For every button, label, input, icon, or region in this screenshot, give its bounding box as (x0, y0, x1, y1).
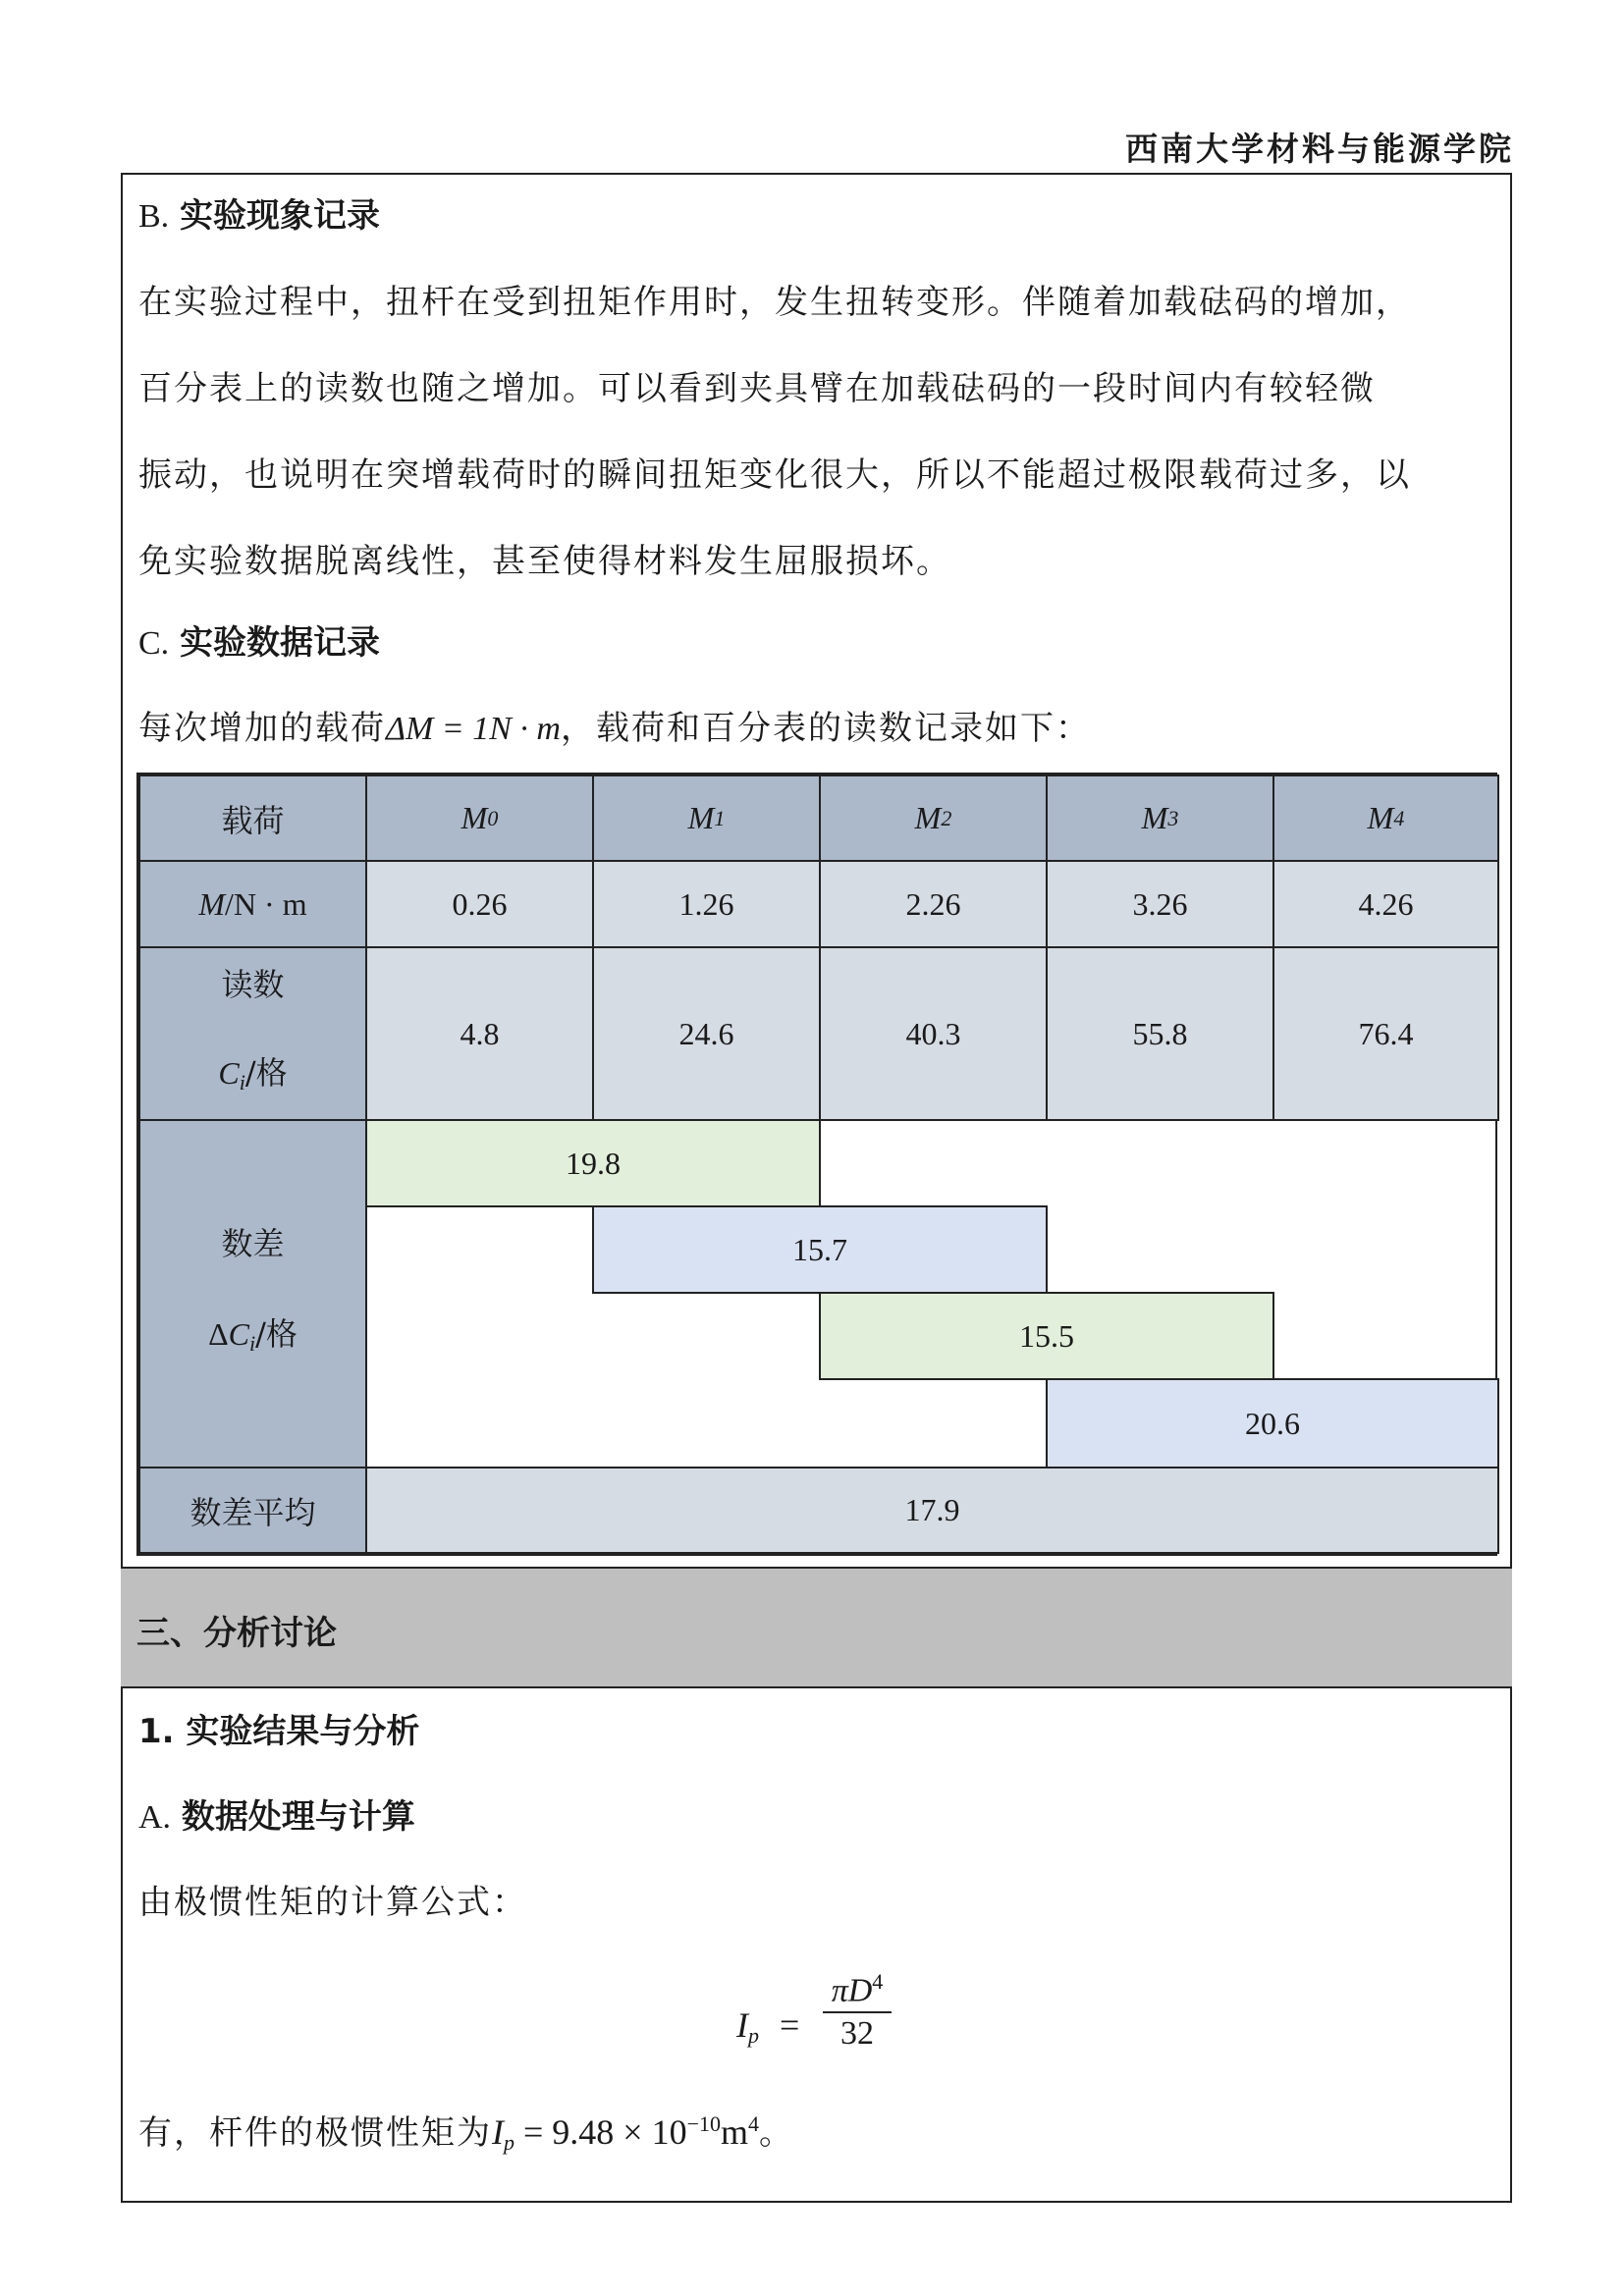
load-symbol-m1: M 1 (592, 774, 821, 862)
difference-value-cell: 15.7 (592, 1205, 1048, 1294)
average-label-cell: 数差平均 (138, 1467, 367, 1554)
reading-value-cell: 76.4 (1272, 946, 1499, 1121)
paragraph-line: 百分表上的读数也随之增加。可以看到夹具臂在加载砝码的一段时间内有较轻微 (138, 369, 1376, 408)
paragraph-line: 振动，也说明在突增载荷时的瞬间扭矩变化很大，所以不能超过极限载荷过多，以 (138, 455, 1411, 495)
load-label-cell: 载荷 (138, 774, 367, 862)
reading-value-cell: 4.8 (365, 946, 594, 1121)
reading-label-cell: 读数 $C_i/$格 (138, 946, 367, 1121)
reading-value-cell: 55.8 (1046, 946, 1274, 1121)
section-a-heading: A. 数据处理与计算 (138, 1797, 415, 1837)
formula-fraction: $\pi D^4$ 32 (823, 1969, 892, 2053)
load-unit-cell: M /N · m (138, 860, 367, 948)
difference-value-cell: 19.8 (365, 1119, 821, 1207)
difference-value-cell: 15.5 (819, 1292, 1274, 1380)
reading-value-cell: 40.3 (819, 946, 1048, 1121)
difference-label-cell: 数差 $\Delta C_i/$格 (138, 1119, 367, 1468)
data-table (136, 773, 1497, 1556)
difference-value-cell: 20.6 (1046, 1378, 1499, 1468)
subsection-1-heading: 1. 实验结果与分析 (138, 1712, 420, 1751)
section-c-heading: C. 实验数据记录 (138, 623, 380, 663)
load-value-cell: 0.26 (365, 860, 594, 948)
section-three-band (121, 1567, 1512, 1688)
load-increment-line: 每次增加的载荷ΔM = 1N · m，载荷和百分表的读数记录如下： (138, 709, 1091, 748)
load-symbol-m0: M 0 (365, 774, 594, 862)
paragraph-line: 在实验过程中，扭杆在受到扭矩作用时，发生扭转变形。伴随着加载砝码的增加， (138, 283, 1411, 322)
load-symbol-m2: M 2 (819, 774, 1048, 862)
load-symbol-m4: M 4 (1272, 774, 1499, 862)
load-value-cell: 3.26 (1046, 860, 1274, 948)
section-three-title: 三、分析讨论 (136, 1614, 337, 1653)
load-value-cell: 2.26 (819, 860, 1048, 948)
paragraph-line: 免实验数据脱离线性，甚至使得材料发生屈服损坏。 (138, 542, 951, 581)
result-line: 有，杆件的极惯性矩为$I_p = 9.48 \times 10^{-10}m^4$。 (138, 2111, 795, 2155)
average-value-cell: 17.9 (365, 1467, 1499, 1554)
load-value-cell: 1.26 (592, 860, 821, 948)
section-b-heading: B. 实验现象记录 (138, 196, 380, 236)
load-symbol-m3: M 3 (1046, 774, 1274, 862)
reading-value-cell: 24.6 (592, 946, 821, 1121)
observation-paragraph (138, 259, 1503, 605)
institution-header: 西南大学材料与能源学院 (1125, 130, 1514, 168)
load-value-cell: 4.26 (1272, 860, 1499, 948)
formula-intro: 由极惯性矩的计算公式： (138, 1883, 527, 1922)
